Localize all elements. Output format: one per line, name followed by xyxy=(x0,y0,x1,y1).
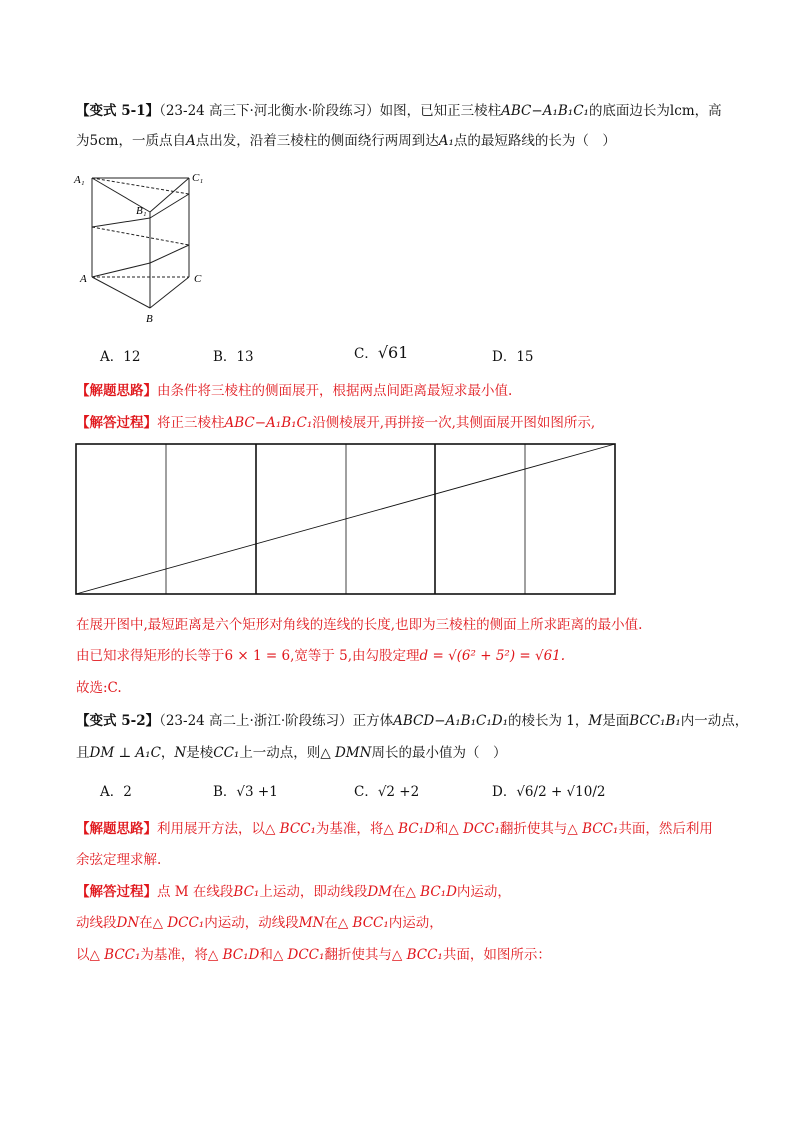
q2-stem-text: 正方体 xyxy=(352,713,394,729)
q1-process xyxy=(76,413,595,433)
q1-line3-text: 由已知求得矩形的长等于 xyxy=(76,648,225,664)
label-a1: A₁ xyxy=(74,174,85,186)
q2-idea-tri4: △ BCC₁ xyxy=(567,821,619,837)
q2-l2-mn: MN xyxy=(298,915,325,931)
q1-point-a: A xyxy=(185,133,196,149)
q2-tag: 【变式 5-2】 xyxy=(76,713,160,729)
q2-stem-text-9: 周长的最小值为（ ） xyxy=(371,745,507,761)
q2-l3-tri3: △ DCC₁ xyxy=(272,947,325,963)
q1-proc-text: 将正三棱柱 xyxy=(157,415,225,431)
q1-source: （23-24 高三下·河北衡水·阶段练习） xyxy=(159,103,380,119)
q1-stem-text: 如图，已知正三棱柱 xyxy=(379,103,502,119)
q2-proc-label: 【解答过程】 xyxy=(76,884,157,900)
q2-l2-text: 动线段 xyxy=(76,915,117,931)
q1-option-b: B．13 xyxy=(213,349,254,365)
q2-proc-text-4: 内运动， xyxy=(456,884,511,900)
q2-proc-text-2: 上运动，即动线段 xyxy=(259,884,368,900)
label-b: B xyxy=(146,313,153,325)
unfold-figure xyxy=(74,440,618,598)
q1-point-a1: A₁ xyxy=(438,133,454,149)
q2-idea-text-2: 为基准，将 xyxy=(315,821,384,837)
q2-condition: DM ⊥ A₁C xyxy=(89,745,161,761)
q1-idea xyxy=(76,381,512,401)
q2-idea-tri2: △ BC₁D xyxy=(383,821,435,837)
q2-proc-text-3: 在 xyxy=(391,884,406,900)
q1-line2: 在展开图中,最短距离是六个矩形对角线的连线的长度,也即为三棱柱的侧面上所求距离的最小值. xyxy=(76,617,643,633)
label-b1: B₁ xyxy=(136,205,147,217)
q2-l3-tri4: △ BCC₁ xyxy=(391,947,443,963)
q1-stem-text-2: 的底面边长为lcm，高 xyxy=(588,103,722,119)
q1-stem-line2 xyxy=(76,131,616,151)
q1-answer: 故选:C. xyxy=(76,680,122,696)
q2-proc-text: 点 M 在线段 xyxy=(157,884,234,900)
q2-l3-text-2: 为基准，将 xyxy=(140,947,208,963)
q1-option-c-value: √61 xyxy=(377,343,409,362)
q1-stem-text-5: 点的最短路线的长为（ ） xyxy=(453,133,616,149)
q1-stem-line1 xyxy=(76,101,722,121)
q2-option-b: B．√3 +1 xyxy=(213,784,278,800)
q2-proc-seg: BC₁ xyxy=(233,884,260,900)
q2-process-line3 xyxy=(76,945,551,965)
q2-l3-text: 以 xyxy=(76,947,90,963)
label-a: A xyxy=(80,273,87,285)
q2-l2-dn: DN xyxy=(116,915,140,931)
q1-option-d: D．15 xyxy=(492,349,534,365)
q1-line3-formula: d = √(6² + 5²) = √61. xyxy=(419,648,566,664)
q1-option-c-prefix: C． xyxy=(354,346,378,362)
q2-l3-tri1: △ BCC₁ xyxy=(89,947,141,963)
q2-face: BCC₁B₁ xyxy=(629,713,681,729)
q2-edge: CC₁ xyxy=(213,745,240,761)
q2-stem-text-4: 内一动点， xyxy=(680,713,749,729)
q2-l3-text-5: 共面，如图所示： xyxy=(442,947,551,963)
q2-idea-text-4: 翻折使其与 xyxy=(499,821,568,837)
q1-option-c xyxy=(354,343,408,364)
q2-idea-tri1: △ BCC₁ xyxy=(265,821,316,837)
q2-l2-tri2: △ BCC₁ xyxy=(337,915,389,931)
q2-stem-text-6: ， xyxy=(160,745,175,761)
q2-option-a: A．2 xyxy=(100,784,132,800)
q2-l2-text-5: 内运动， xyxy=(388,915,443,931)
q1-option-a: A．12 xyxy=(100,349,141,365)
q1-tag: 【变式 5-1】 xyxy=(76,103,160,119)
label-c: C xyxy=(194,273,202,285)
q2-idea-line2: 余弦定理求解. xyxy=(76,852,162,868)
q2-l2-tri: △ DCC₁ xyxy=(152,915,205,931)
q2-triangle: △ DMN xyxy=(320,745,372,761)
q2-option-d: D．√6/2 + √10/2 xyxy=(492,784,606,800)
q2-stem-text-2: 的棱长为 1， xyxy=(508,713,589,729)
q2-idea xyxy=(76,819,713,839)
q1-proc-text-2: 沿侧棱展开,再拼接一次,其侧面展开图如图所示, xyxy=(312,415,596,431)
q1-proc-prism: ABC−A₁B₁C₁ xyxy=(224,415,313,431)
q2-stem-text-3: 是面 xyxy=(602,713,630,729)
q2-process-line2 xyxy=(76,913,443,933)
q2-l2-text-3: 内运动，动线段 xyxy=(204,915,299,931)
q2-l3-text-4: 翻折使其与 xyxy=(324,947,392,963)
q1-proc-label: 【解答过程】 xyxy=(76,415,157,431)
q2-process xyxy=(76,882,511,902)
q2-option-c: C．√2 +2 xyxy=(354,784,420,800)
q2-stem-text-5: 且 xyxy=(76,745,90,761)
q2-source: （23-24 高二上·浙江·阶段练习） xyxy=(159,713,353,729)
q2-stem-line1 xyxy=(76,711,748,731)
q2-stem-text-7: 是棱 xyxy=(186,745,214,761)
q1-stem-text-3: 为5cm，一质点自 xyxy=(76,133,186,149)
q2-idea-text: 利用展开方法，以 xyxy=(157,821,265,837)
prism-figure xyxy=(72,168,212,330)
q2-idea-tri3: △ DCC₁ xyxy=(448,821,500,837)
q1-line3-expr: 6 × 1 = 6 xyxy=(224,648,291,664)
q2-l2-text-2: 在 xyxy=(139,915,153,931)
q2-idea-text-5: 共面，然后利用 xyxy=(618,821,713,837)
q2-l3-text-3: 和 xyxy=(259,947,273,963)
q2-point-n: N xyxy=(174,745,187,761)
q2-l3-tri2: △ BC₁D xyxy=(207,947,260,963)
q2-idea-label: 【解题思路】 xyxy=(76,821,157,837)
label-c1: C₁ xyxy=(192,172,204,184)
q2-point-m: M xyxy=(588,713,603,729)
q2-proc-tri: △ BC₁D xyxy=(405,884,457,900)
q2-cube: ABCD−A₁B₁C₁D₁ xyxy=(393,713,508,729)
q1-prism: ABC−A₁B₁C₁ xyxy=(501,103,589,119)
q1-stem-text-4: 点出发，沿着三棱柱的侧面绕行两周到达 xyxy=(195,133,439,149)
q1-line3-text-2: ,宽等于 5,由勾股定理 xyxy=(290,648,420,664)
q2-proc-dm: DM xyxy=(367,884,392,900)
q2-l2-text-4: 在 xyxy=(324,915,338,931)
q2-stem-line2 xyxy=(76,743,506,763)
q1-idea-label: 【解题思路】 xyxy=(76,383,157,399)
q2-stem-text-8: 上一动点，则 xyxy=(239,745,321,761)
q1-line3 xyxy=(76,646,565,666)
q1-idea-text: 由条件将三棱柱的侧面展开，根据两点间距离最短求最小值. xyxy=(157,383,513,399)
q2-idea-text-3: 和 xyxy=(434,821,449,837)
